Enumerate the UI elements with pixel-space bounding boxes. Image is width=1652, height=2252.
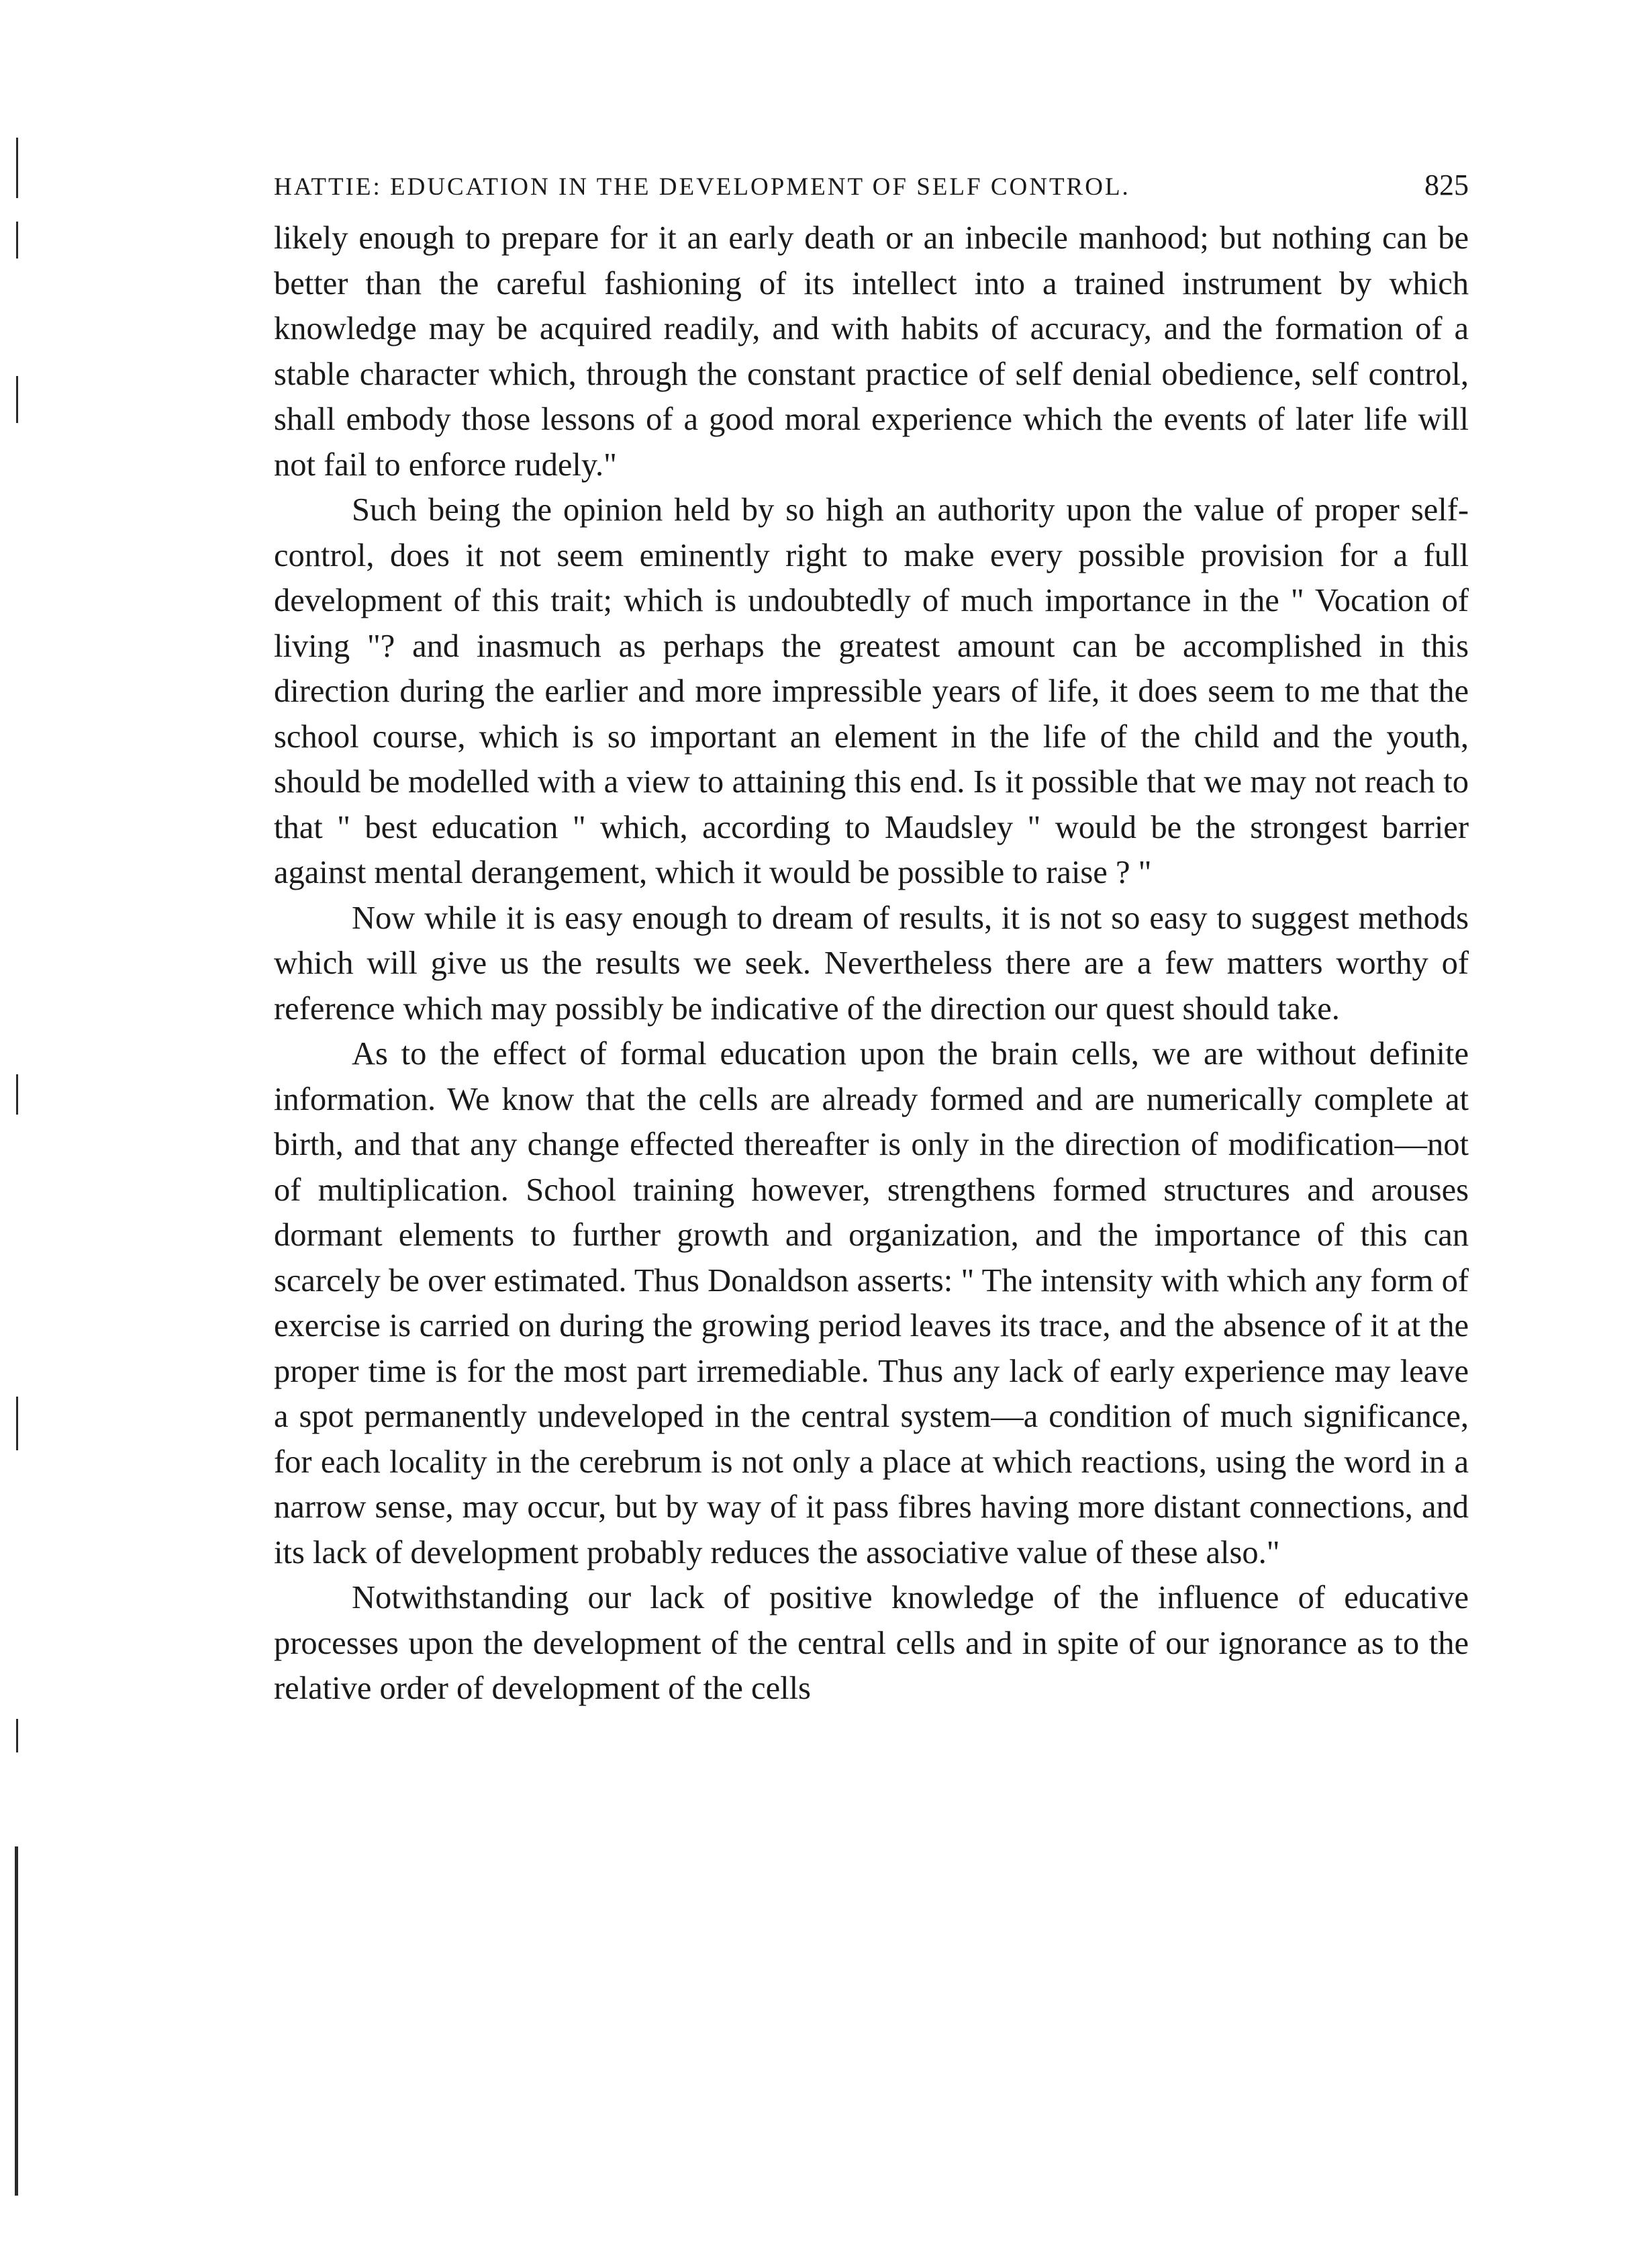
running-head xyxy=(274,168,1469,202)
paragraph: As to the effect of formal education upon the brain cells, we are without definite information. We know that the cells are already formed and are numerically complete at birth, and that any change effected thereafter is only in the direction of modification—not of multiplication. School training however, strengthens formed structures and arouses dormant elements to further growth and organization, and the importance of this can scarcely be over estimated. Thus Donaldson asserts: " The intensity with which any form of exercise is carried on during the growing period leaves its trace, and the absence of it at the proper time is for the most part irremediable. Thus any lack of early experience may leave a spot permanently undeveloped in the central system—a condition of much significance, for each locality in the cerebrum is not only a place at which reactions, using the word in a narrow sense, may occur, but by way of it pass fibres having more distant connections, and its lack of development probably reduces the associative value of these also." xyxy=(274,1036,1469,1570)
paragraph-continued: likely enough to prepare for it an early death or an inbecile manhood; but nothing can be better than the careful fashioning of its intellect into a trained instrument by which knowledge may be acquired readily, and with habits of accuracy, and the formation of a stable character which, through the constant practice of self denial obedience, self control, shall embody those lessons of a good moral experience which the events of later life will not fail to enforce rudely." xyxy=(274,220,1469,483)
page-number: 825 xyxy=(1424,169,1469,201)
paragraph: Notwithstanding our lack of positive knowledge of the influence of educative processes upon the development of the central cells and in spite of our ignorance as to the relative order of development of the cells xyxy=(274,1580,1469,1706)
paragraph: Now while it is easy enough to dream of results, it is not so easy to suggest methods which will give us the results we seek. Nevertheless there are a few matters worthy of reference which may possibly be indicative of the direction our quest should take. xyxy=(274,900,1469,1027)
book-page xyxy=(274,168,1469,1711)
paragraph: Such being the opinion held by so high an authority upon the value of proper self-control, does it not seem eminently right to make every possible provision for a full development of this trait; which is undoubtedly of much importance in the " Vocation of living "? and inasmuch as perhaps the greatest amount can be accomplished in this direction during the earlier and more impressible years of life, it does seem to me that the school course, which is so important an element in the life of the child and the youth, should be modelled with a view to attaining this end. Is it possible that we may not reach to that " best education " which, according to Maudsley " would be the strongest barrier against mental derangement, which it would be possible to raise ? " xyxy=(274,492,1469,890)
body-text xyxy=(274,216,1469,1711)
scan-binding-edge xyxy=(12,0,21,2252)
running-title: HATTIE: EDUCATION IN THE DEVELOPMENT OF SELF CONTROL. xyxy=(274,173,1130,201)
